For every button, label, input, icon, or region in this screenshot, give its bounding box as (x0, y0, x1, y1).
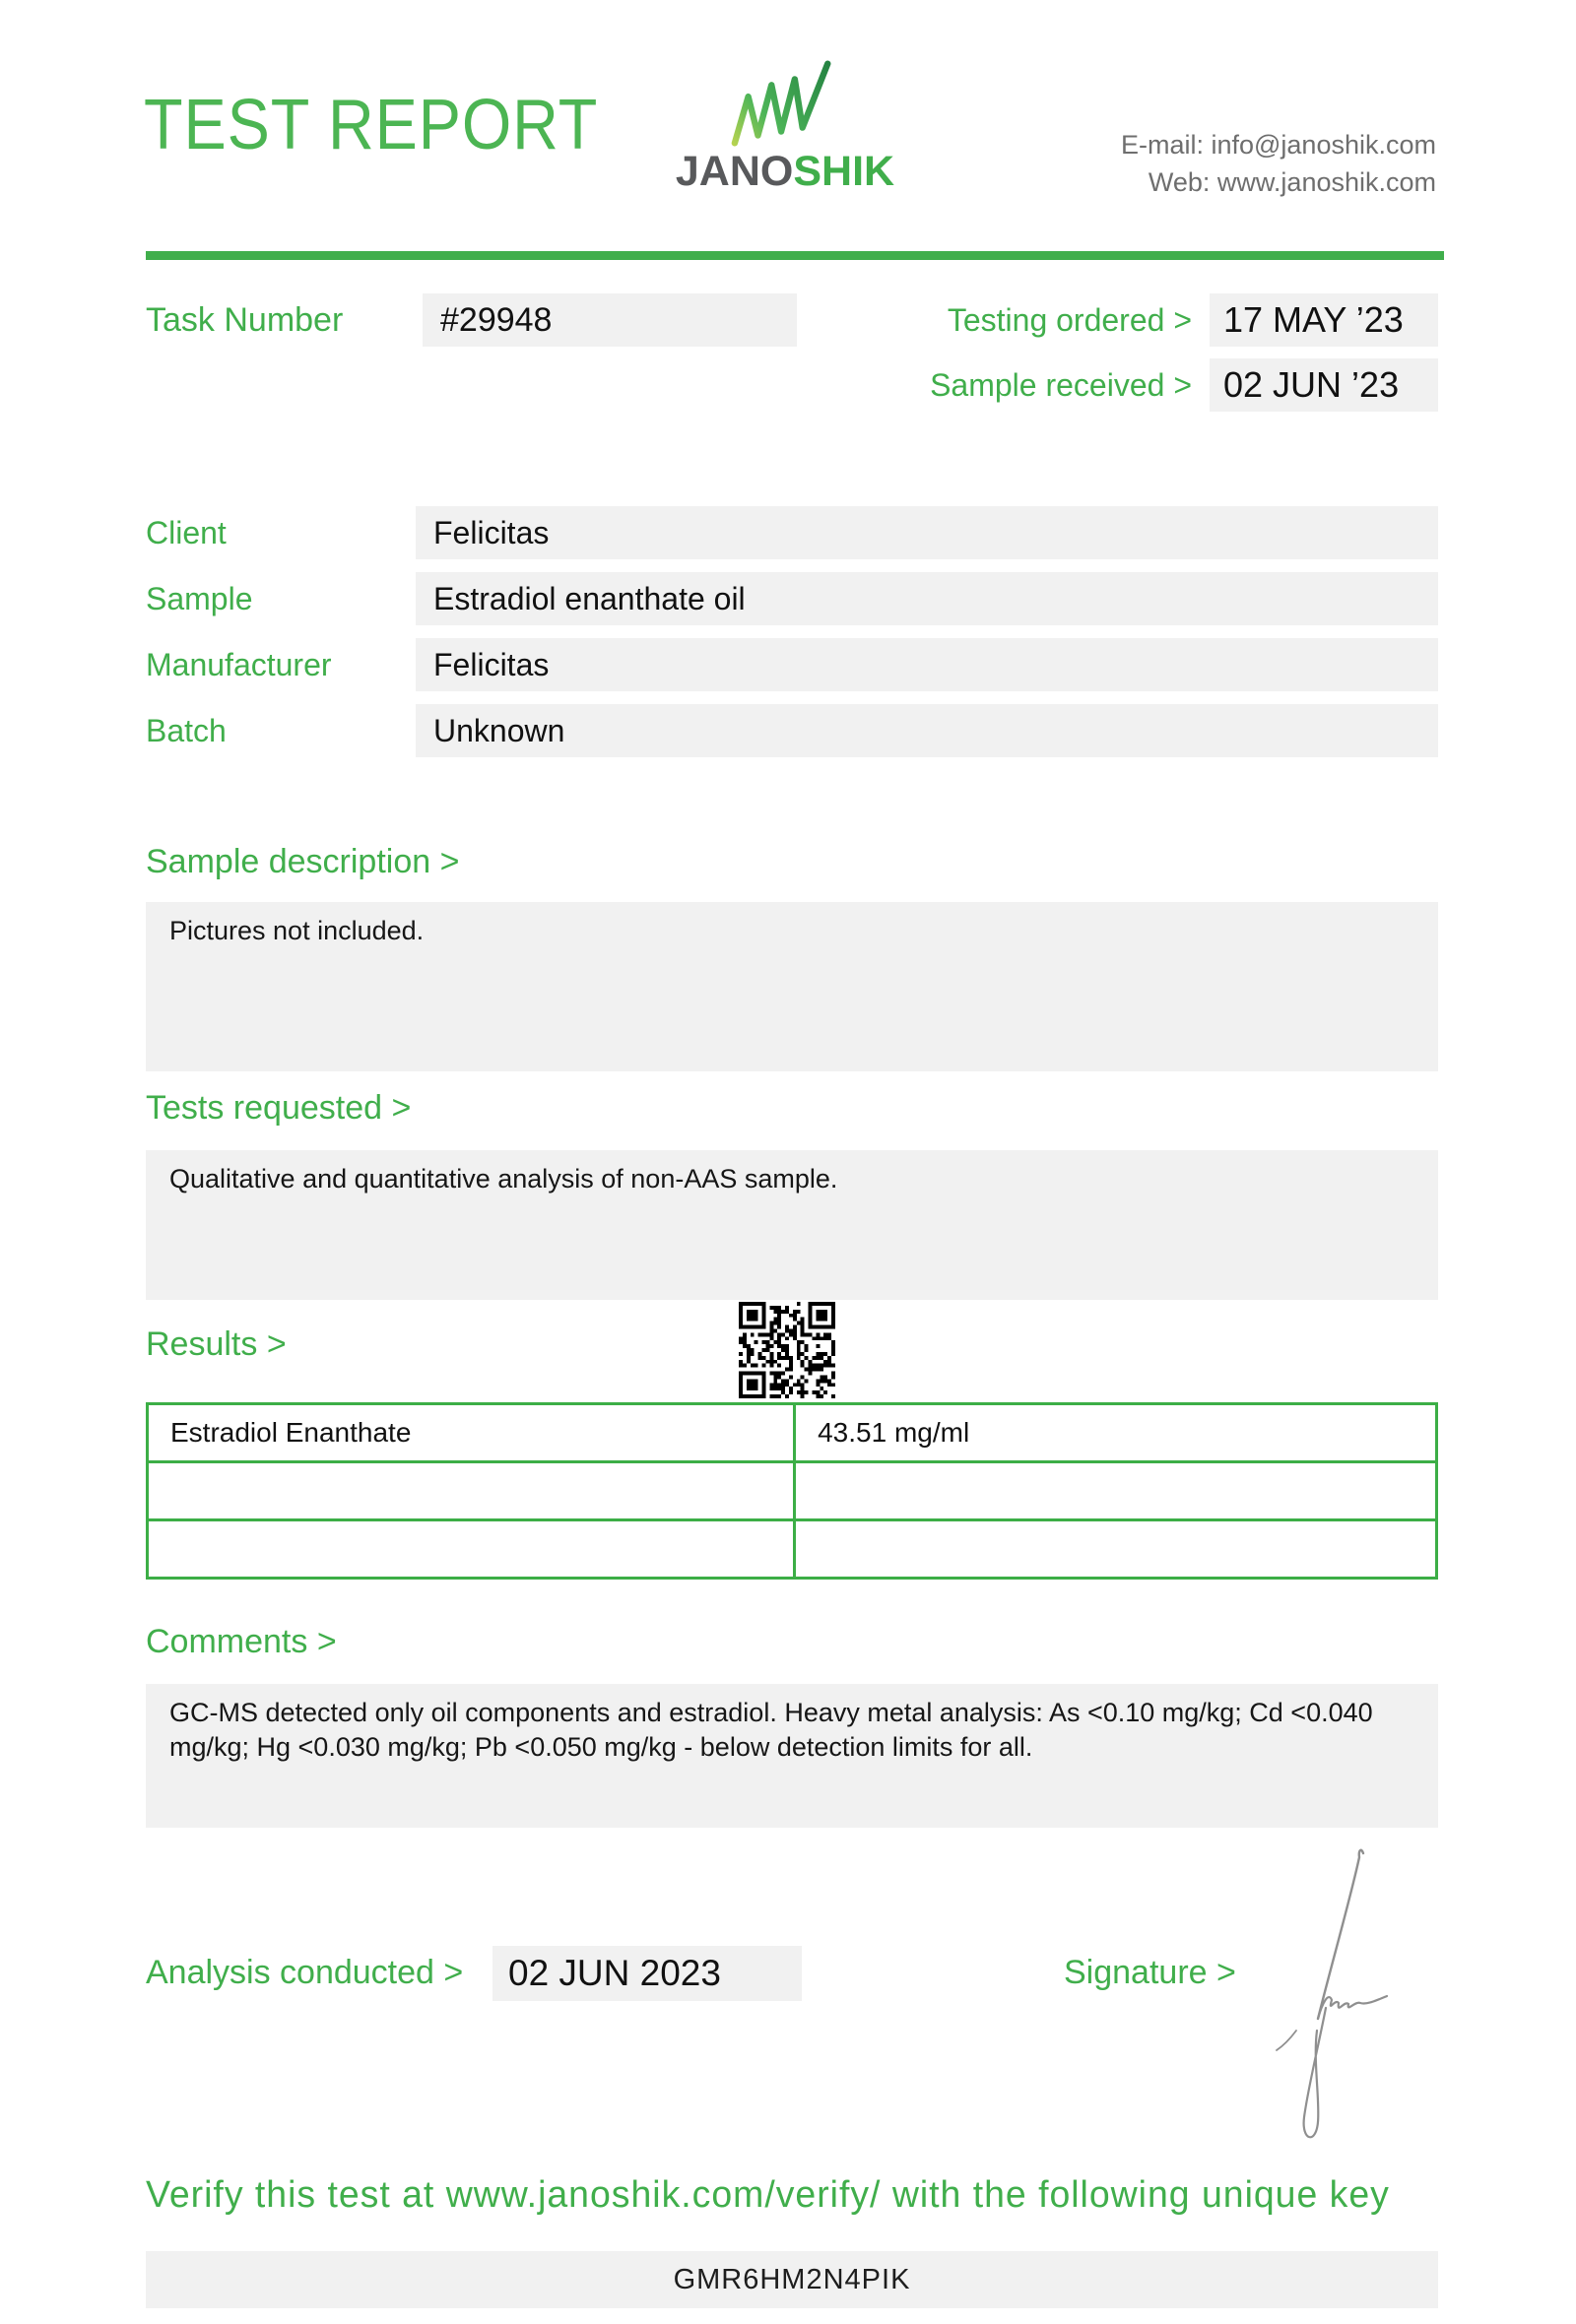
contact-email: E-mail: info@janoshik.com (1120, 130, 1436, 160)
batch-row (146, 704, 1438, 757)
task-number-value: #29948 (423, 293, 797, 347)
verify-instruction: Verify this test at www.janoshik.com/verify/ with the following unique key (146, 2174, 1390, 2216)
testing-ordered-row (948, 293, 1438, 347)
logo-jano: JANO (675, 148, 794, 195)
client-value: Felicitas (416, 506, 1438, 559)
manufacturer-label: Manufacturer (146, 646, 332, 682)
batch-value: Unknown (416, 704, 1438, 757)
logo-wordmark (662, 148, 908, 196)
verify-key: GMR6HM2N4PIK (146, 2251, 1438, 2308)
comments-panel (146, 1684, 1438, 1828)
result-concentration (795, 1462, 1437, 1520)
result-concentration: 43.51 mg/ml (795, 1404, 1437, 1462)
table-row (148, 1404, 1437, 1462)
results-table (146, 1402, 1438, 1580)
sample-description-heading: Sample description > (146, 843, 460, 880)
client-row (146, 506, 1438, 559)
manufacturer-row (146, 638, 1438, 691)
logo-shik: SHIK (793, 148, 895, 195)
task-number-label: Task Number (146, 301, 344, 339)
sample-description-text: Pictures not included. (169, 916, 425, 945)
result-substance (148, 1520, 795, 1579)
contact-web: Web: www.janoshik.com (1148, 167, 1436, 197)
tests-requested-text: Qualitative and quantitative analysis of non-AAS sample. (169, 1164, 838, 1194)
qr-code-icon (739, 1302, 835, 1398)
page-title: TEST REPORT (144, 86, 599, 164)
result-substance (148, 1462, 795, 1520)
signature-scribble (1267, 1838, 1434, 2163)
chart-logo-icon (727, 57, 843, 152)
signature-label: Signature > (1064, 1954, 1236, 1991)
table-row (148, 1520, 1437, 1579)
client-label: Client (146, 514, 227, 550)
result-substance: Estradiol Enanthate (148, 1404, 795, 1462)
results-heading: Results > (146, 1325, 287, 1363)
testing-ordered-value: 17 MAY ’23 (1210, 293, 1438, 347)
result-concentration (795, 1520, 1437, 1579)
sample-row (146, 572, 1438, 625)
sample-value: Estradiol enanthate oil (416, 572, 1438, 625)
table-row (148, 1462, 1437, 1520)
tests-requested-panel (146, 1150, 1438, 1300)
testing-ordered-label: Testing ordered > (947, 301, 1192, 338)
tests-requested-heading: Tests requested > (146, 1089, 412, 1127)
sample-received-label: Sample received > (930, 366, 1192, 403)
header-divider (146, 251, 1444, 260)
contact-block (1121, 126, 1436, 201)
analysis-conducted-label: Analysis conducted > (146, 1954, 464, 1991)
comments-text: GC-MS detected only oil components and estradiol. Heavy metal analysis: As <0.10 mg/kg; Cd <0.040 mg/kg; Hg <0.030 mg/kg; Pb <0.050 mg/kg - below detection limits for all. (169, 1698, 1373, 1762)
sample-received-value: 02 JUN ’23 (1210, 358, 1438, 412)
sample-description-panel (146, 902, 1438, 1071)
comments-heading: Comments > (146, 1623, 337, 1660)
analysis-conducted-value: 02 JUN 2023 (492, 1946, 802, 2001)
batch-label: Batch (146, 712, 227, 748)
sample-received-row (930, 358, 1438, 412)
janoshik-logo (662, 57, 908, 196)
sample-label: Sample (146, 580, 253, 616)
manufacturer-value: Felicitas (416, 638, 1438, 691)
